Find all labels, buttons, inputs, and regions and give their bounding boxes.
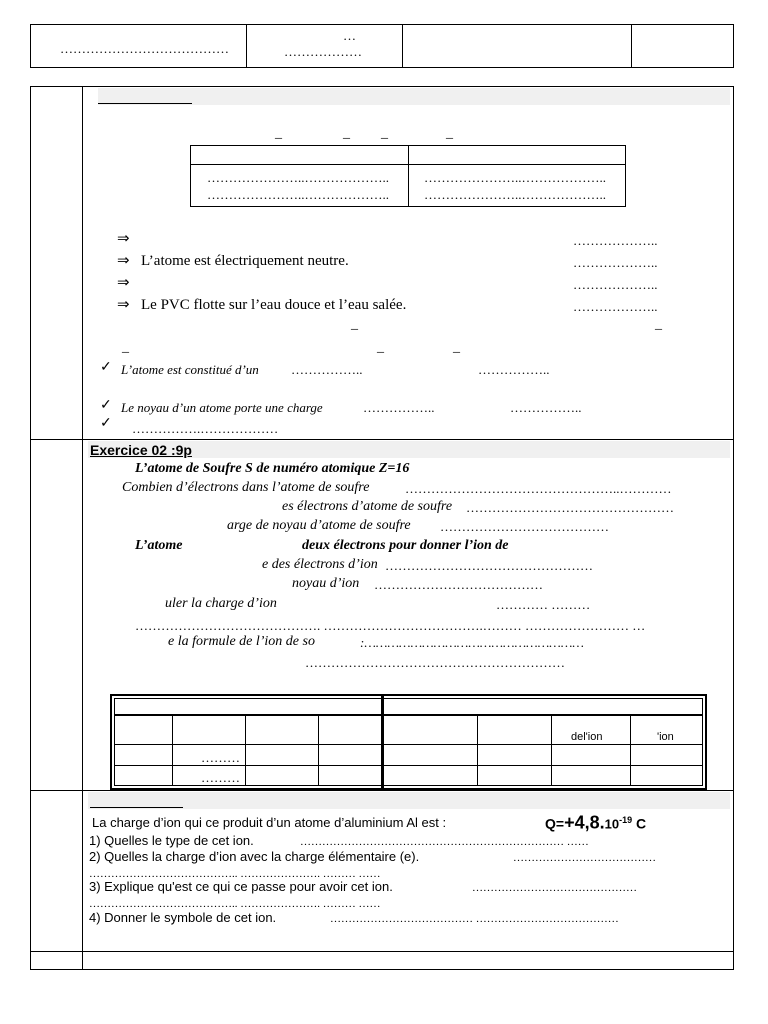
row-divider [30,951,734,952]
dash-mark: _ [453,340,460,355]
section2-table-line [114,714,703,716]
arrow-item-dots: ……………….. [573,299,658,314]
header-divider [246,24,247,68]
question-2-cont: ………………………………….. …………………. ……… …… [89,868,381,880]
section3-intro: La charge d’ion qui ce produit d’un atome d’aluminium Al est : [92,815,447,830]
section2-dots: :………………………………………………… [360,635,584,650]
check2-dots: …………….. [363,400,435,415]
section2-table-col [551,716,552,786]
section2-table-col [245,716,246,786]
check2-text: Le noyau d’un atome porte une charge [121,400,323,415]
row-divider [30,790,734,791]
section2-line: es électrons d’atome de soufre [282,499,453,514]
section2-table-divider [381,696,384,788]
section2-dots: ……………………………………. ……………………………….……… …………………… … [135,618,646,633]
check-icon: ✓ [100,360,112,375]
section2-dots: …………………………………………………… [305,655,565,670]
check1-dots: …………….. [291,362,363,377]
section1-table-divider [408,145,409,207]
section1-title-underline [98,103,192,104]
section2-dots: ………………………………… [440,519,609,534]
section2-line: Combien d’électrons dans l’atome de soufre [122,480,370,495]
section2-table-col [172,716,173,786]
charge-unit: C [636,815,647,832]
row-divider [30,439,734,440]
charge-value: +4,8. [564,812,605,833]
header-cell2-top: … [343,28,356,43]
header-cell1-dots: ………………………………… [60,41,229,56]
check2-dots: …………….. [510,400,582,415]
arrow-icon: ⇒ [117,275,130,291]
main-left-column-divider [82,86,83,970]
section1-table-cell: …………………..……………….. [424,170,606,185]
charge-prefix: Q= [545,815,565,832]
section2-line: uler la charge d’ion [165,596,277,611]
section2-dots: ………………………………… [374,577,543,592]
dash-mark: _ [377,340,384,355]
dash-mark: _ [122,340,129,355]
header-divider [402,24,403,68]
section2-line: e des électrons d’ion [262,557,378,572]
section2-line: noyau d’ion [292,576,360,591]
dash-mark: _ [381,126,388,141]
question-3-cont: ………………………………….. …………………. ……… …… [89,898,381,910]
section2-table-line [114,744,703,745]
arrow-item-dots: ……………….. [573,277,658,292]
question-2: 2) Quelles la charge d’ion avec la charge élémentaire (e). [89,849,420,864]
dash-mark: _ [343,126,350,141]
section2-dots: ………………………………………… [385,558,593,573]
question-3: 3) Explique qu'est ce qui ce passe pour avoir cet ion. [89,879,393,894]
check-icon: ✓ [100,416,112,431]
arrow-item-dots: ……………….. [573,255,658,270]
check3-dots: …………….……………… [132,421,279,436]
section2-line: deux électrons pour donner l’ion de [302,538,509,553]
dash-mark: _ [275,126,282,141]
dash-mark: _ [446,126,453,141]
section1-table-cell: …………………..……………….. [207,170,389,185]
section2-table-dots: ……… [201,750,240,765]
section1-title-band [98,88,730,105]
arrow-icon: ⇒ [117,231,130,247]
section2-line: L’atome de Soufre S de numéro atomique Z=16 [135,461,410,476]
arrow-icon: ⇒ [117,297,130,313]
check1-dots: …………….. [478,362,550,377]
section2-table-col [318,716,319,786]
question-4: 4) Donner le symbole de cet ion. [89,910,277,925]
section2-table-header: 'ion [657,731,674,743]
question-1-dots: ……………………………………………………………… …… [300,836,589,848]
section2-table-col [630,716,631,786]
question-1: 1) Quelles le type de cet ion. [89,833,254,848]
charge-exp: -19 [619,815,633,825]
check1-text: L’atome est constitué d’un [121,362,259,377]
section1-table-cell: …………………..……………….. [424,187,606,202]
section2-line: e la formule de l’ion de so [168,634,315,649]
header-divider [631,24,632,68]
check-icon: ✓ [100,398,112,413]
section1-table-cell: …………………..……………….. [207,187,389,202]
section3-title-underline [90,807,183,808]
section2-table-col [477,716,478,786]
section2-dots: ………………………………………… [466,500,674,515]
header-cell2-dots: ……………… [284,44,362,59]
arrow-item-dots: ……………….. [573,233,658,248]
section2-line: arge de noyau d’atome de soufre [227,518,411,533]
dash-mark: _ [655,317,662,332]
question-4-dots: ………………………………… ………………………………… [330,913,619,925]
section3-charge [545,812,646,833]
question-3-dots: ……………………………………… [472,882,637,894]
question-2-dots: ………………………………… [513,852,656,864]
section3-title-band [88,792,730,809]
arrow-item-text: Le PVC flotte sur l’eau douce et l’eau salée. [141,297,407,313]
dash-mark: _ [351,317,358,332]
arrow-icon: ⇒ [117,253,130,269]
section2-line: L’atome [135,538,183,553]
charge-base: 10 [604,816,620,832]
section2-dots: ………… ……… [496,597,591,612]
arrow-item-text: L’atome est électriquement neutre. [141,253,349,269]
section2-dots: …………………………………………..………… [405,481,672,496]
section2-title: Exercice 02 :9p [90,442,192,458]
section2-table-header: del'ion [571,731,603,743]
section2-table-dots: ……… [201,770,240,785]
